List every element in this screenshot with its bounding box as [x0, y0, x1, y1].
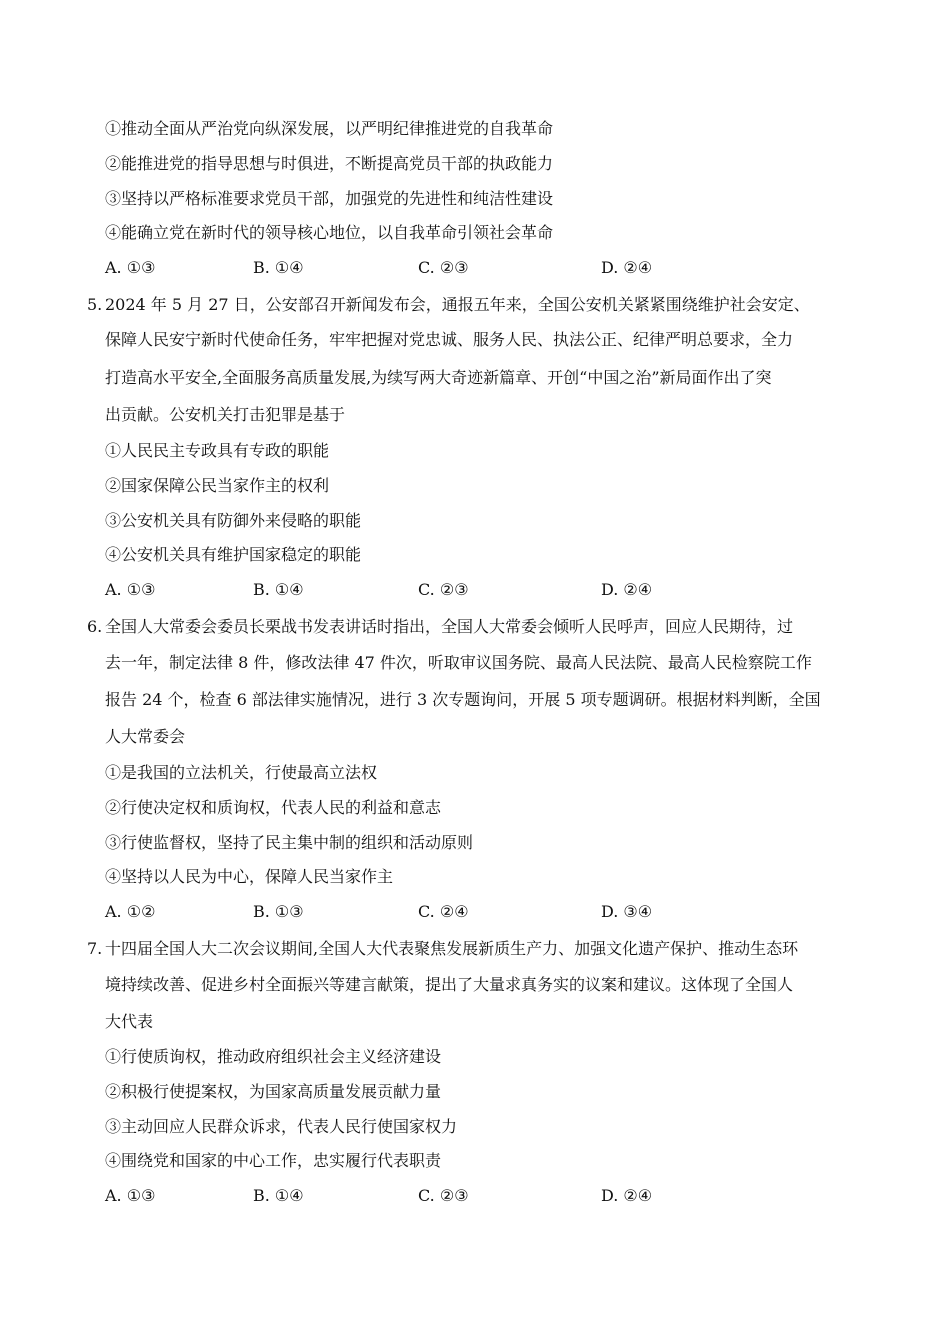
q7-option-c[interactable]: C. ②③ — [418, 1186, 469, 1205]
q5-option-a[interactable]: A. ①③ — [105, 580, 156, 599]
q4-option-a[interactable]: A. ①③ — [105, 258, 156, 277]
q7-number: 7. — [87, 939, 103, 958]
q4-options — [105, 257, 665, 279]
q7-stem-line-2: 境持续改善、促进乡村全面振兴等建言献策，提出了大量求真务实的议案和建议。这体现了全国人 — [105, 975, 794, 994]
q4-statement-3: ③坚持以严格标准要求党员干部，加强党的先进性和纯洁性建设 — [105, 189, 554, 208]
q5-stem-line-2: 保障人民安宁新时代使命任务，牢牢把握对党忠诚、服务人民、执法公正、纪律严明总要求，全力 — [105, 330, 794, 349]
q4-statement-4: ④能确立党在新时代的领导核心地位，以自我革命引领社会革命 — [105, 223, 554, 242]
q7-stem-line-3: 大代表 — [105, 1012, 154, 1031]
q6-stem-line-2: 去一年，制定法律 8 件，修改法律 47 件次，听取审议国务院、最高人民法院、最高人民检察院工作 — [105, 653, 812, 672]
q6-option-a[interactable]: A. ①② — [105, 902, 156, 921]
q7-statement-2: ②积极行使提案权，为国家高质量发展贡献力量 — [105, 1082, 442, 1101]
q5-option-d[interactable]: D. ②④ — [601, 580, 653, 599]
q6-statement-2: ②行使决定权和质询权，代表人民的利益和意志 — [105, 798, 442, 817]
q6-statement-3: ③行使监督权，坚持了民主集中制的组织和活动原则 — [105, 833, 474, 852]
q6-stem-line-1: 全国人大常委会委员长栗战书发表讲话时指出，全国人大常委会倾听人民呼声，回应人民期待，过 — [105, 617, 794, 636]
q7-options — [105, 1185, 665, 1207]
q5-statement-4: ④公安机关具有维护国家稳定的职能 — [105, 545, 362, 564]
q5-option-b[interactable]: B. ①④ — [253, 580, 304, 599]
q6-number: 6. — [87, 617, 103, 636]
q4-option-d[interactable]: D. ②④ — [601, 258, 653, 277]
q5-options — [105, 579, 665, 601]
q4-statement-2: ②能推进党的指导思想与时俱进，不断提高党员干部的执政能力 — [105, 154, 554, 173]
q6-statement-1: ①是我国的立法机关，行使最高立法权 — [105, 763, 378, 782]
q4-option-c[interactable]: C. ②③ — [418, 258, 469, 277]
q7-option-a[interactable]: A. ①③ — [105, 1186, 156, 1205]
q5-statement-1: ①人民民主专政具有专政的职能 — [105, 441, 330, 460]
q6-option-c[interactable]: C. ②④ — [418, 902, 469, 921]
q5-option-c[interactable]: C. ②③ — [418, 580, 469, 599]
q6-option-b[interactable]: B. ①③ — [253, 902, 304, 921]
q6-option-d[interactable]: D. ③④ — [601, 902, 653, 921]
q6-stem-line-4: 人大常委会 — [105, 727, 186, 746]
q6-stem-line-3: 报告 24 个，检查 6 部法律实施情况，进行 3 次专题询问，开展 5 项专题调研。根据材料判断，全国 — [105, 690, 821, 709]
q7-stem-line-1: 十四届全国人大二次会议期间,全国人大代表聚焦发展新质生产力、加强文化遗产保护、推动生态环 — [105, 939, 799, 958]
q5-statement-3: ③公安机关具有防御外来侵略的职能 — [105, 511, 362, 530]
q6-statement-4: ④坚持以人民为中心，保障人民当家作主 — [105, 867, 394, 886]
q7-statement-4: ④围绕党和国家的中心工作，忠实履行代表职责 — [105, 1151, 442, 1170]
q4-statement-1: ①推动全面从严治党向纵深发展，以严明纪律推进党的自我革命 — [105, 119, 554, 138]
q4-option-b[interactable]: B. ①④ — [253, 258, 304, 277]
q7-option-b[interactable]: B. ①④ — [253, 1186, 304, 1205]
q7-statement-3: ③主动回应人民群众诉求，代表人民行使国家权力 — [105, 1117, 458, 1136]
q5-number: 5. — [87, 295, 103, 314]
q5-stem-line-4: 出贡献。公安机关打击犯罪是基于 — [105, 405, 346, 424]
q7-option-d[interactable]: D. ②④ — [601, 1186, 653, 1205]
q7-statement-1: ①行使质询权，推动政府组织社会主义经济建设 — [105, 1047, 442, 1066]
q5-stem-line-1: 2024 年 5 月 27 日，公安部召开新闻发布会，通报五年来，全国公安机关紧紧围绕维护社会安定、 — [105, 295, 810, 314]
q5-statement-2: ②国家保障公民当家作主的权利 — [105, 476, 330, 495]
q5-stem-line-3: 打造高水平安全,全面服务高质量发展,为续写两大奇迹新篇章、开创“中国之治”新局面作出了突 — [105, 368, 772, 387]
q6-options — [105, 901, 665, 923]
